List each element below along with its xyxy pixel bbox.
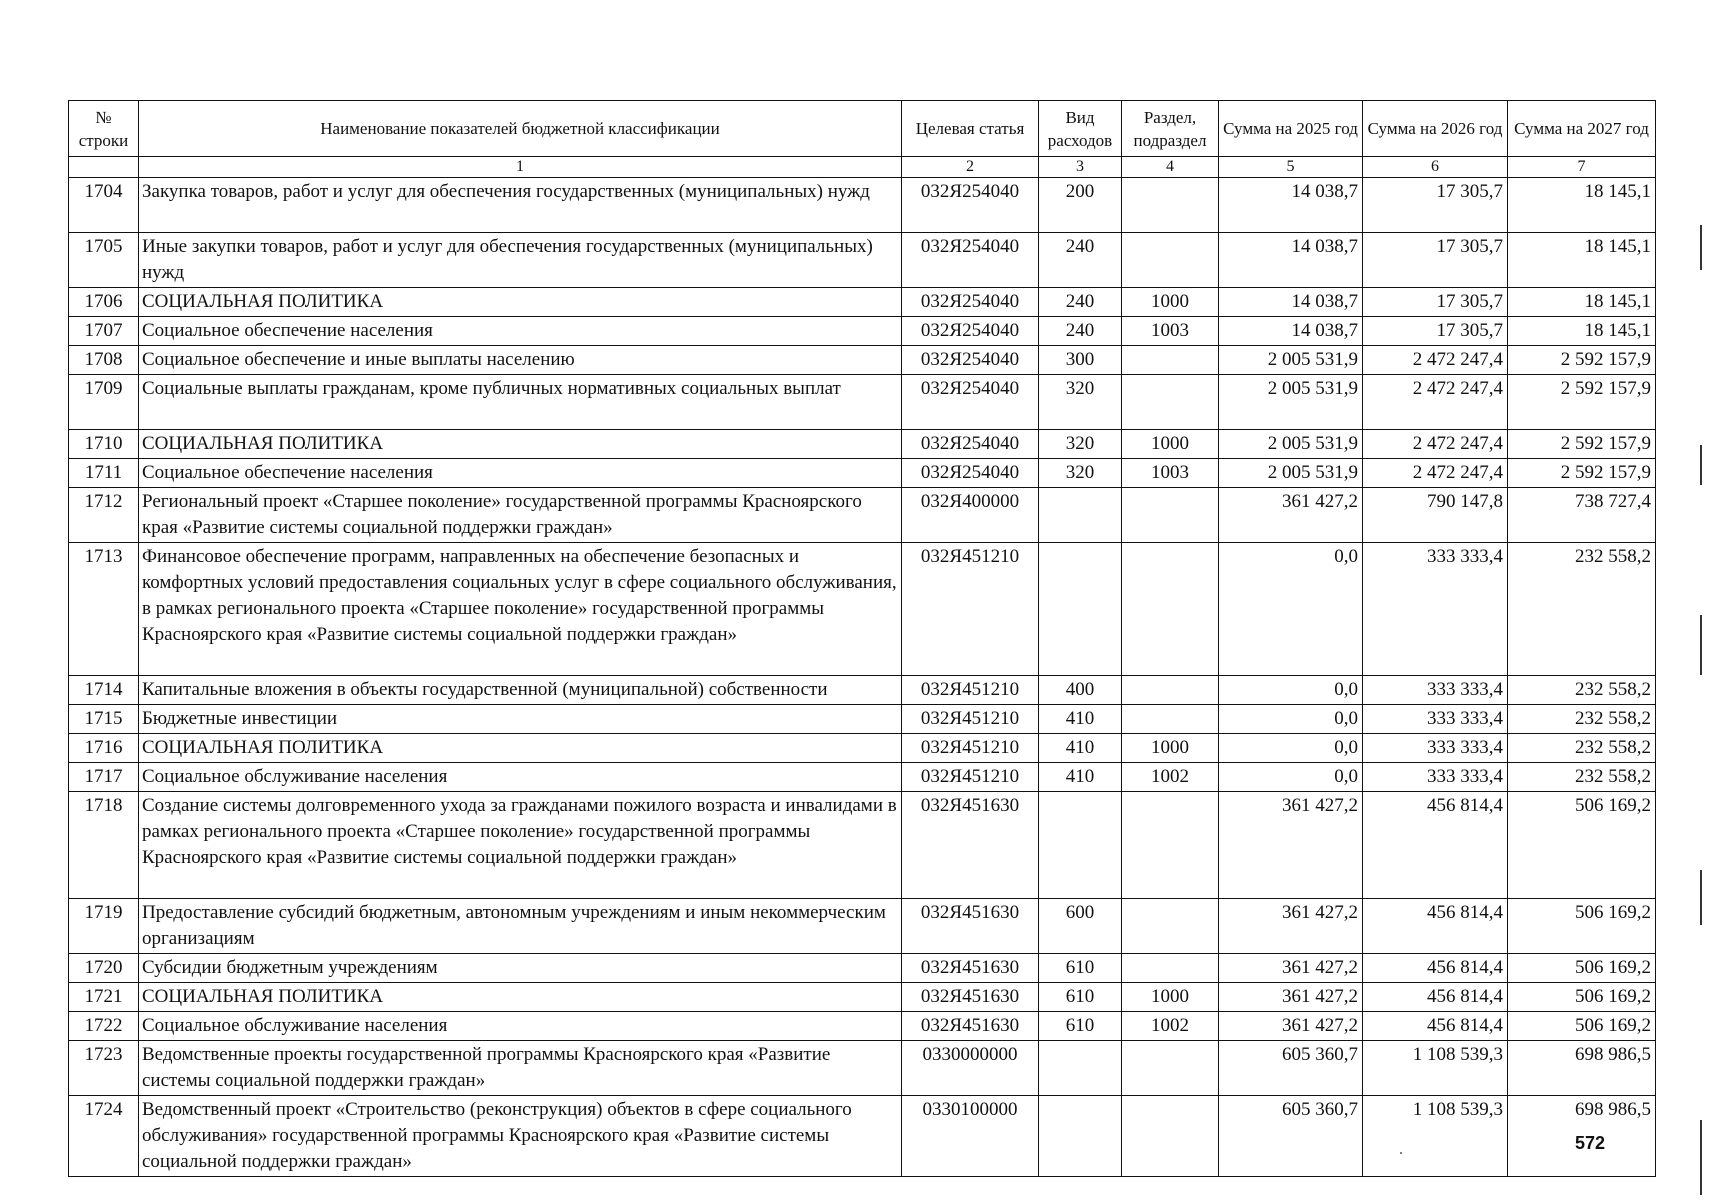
- indicator-name-cell: Создание системы долговременного ухода за гражданами пожилого возраста и инвалидами в рамках регионального проекта «Старшее поколение» государственной программы Красноярского края «Развитие системы социальной поддержки граждан»: [139, 792, 902, 899]
- target-article-cell: 032Я451630: [902, 792, 1039, 899]
- row-number-cell: 1717: [69, 763, 139, 792]
- header-sum-2027: Сумма на 2027 год: [1508, 101, 1656, 157]
- table-row: [69, 676, 1656, 705]
- indicator-name-cell: Социальные выплаты гражданам, кроме публичных нормативных социальных выплат: [139, 375, 902, 430]
- target-article-cell: 0330000000: [902, 1041, 1039, 1096]
- target-article-cell: 032Я254040: [902, 178, 1039, 233]
- section-cell: 1002: [1122, 763, 1219, 792]
- table-row: [69, 1041, 1656, 1096]
- sum-2027-cell: 698 986,5: [1508, 1096, 1656, 1177]
- expense-type-cell: [1039, 792, 1122, 899]
- expense-type-cell: [1039, 488, 1122, 543]
- column-number: 5: [1219, 157, 1363, 178]
- section-cell: [1122, 676, 1219, 705]
- indicator-name-cell: Финансовое обеспечение программ, направленных на обеспечение безопасных и комфортных условий предоставления социальных услуг в сфере социального обслуживания, в рамках регионального проекта «Старшее поколение» государственной программы Красноярского края «Развитие системы социальной поддержки граждан»: [139, 543, 902, 676]
- target-article-cell: 032Я451210: [902, 543, 1039, 676]
- target-article-cell: 032Я451210: [902, 734, 1039, 763]
- section-cell: [1122, 375, 1219, 430]
- sum-2026-cell: 456 814,4: [1363, 1012, 1508, 1041]
- sum-2026-cell: 2 472 247,4: [1363, 346, 1508, 375]
- header-sum-2026: Сумма на 2026 год: [1363, 101, 1508, 157]
- column-number: 6: [1363, 157, 1508, 178]
- column-number: 3: [1039, 157, 1122, 178]
- section-cell: [1122, 1096, 1219, 1177]
- row-number-cell: 1718: [69, 792, 139, 899]
- indicator-name-cell: Региональный проект «Старшее поколение» государственной программы Красноярского края «Развитие системы социальной поддержки граждан»: [139, 488, 902, 543]
- row-number-cell: 1708: [69, 346, 139, 375]
- table-row: [69, 488, 1656, 543]
- table-row: [69, 288, 1656, 317]
- table-row: [69, 178, 1656, 233]
- scan-mark: [1700, 1120, 1702, 1195]
- sum-2026-cell: 1 108 539,3: [1363, 1041, 1508, 1096]
- indicator-name-cell: Социальное обслуживание населения: [139, 1012, 902, 1041]
- indicator-name-cell: Закупка товаров, работ и услуг для обеспечения государственных (муниципальных) нужд: [139, 178, 902, 233]
- target-article-cell: 032Я451630: [902, 954, 1039, 983]
- sum-2025-cell: 2 005 531,9: [1219, 375, 1363, 430]
- expense-type-cell: 240: [1039, 288, 1122, 317]
- row-number-cell: 1706: [69, 288, 139, 317]
- sum-2027-cell: 738 727,4: [1508, 488, 1656, 543]
- target-article-cell: 032Я254040: [902, 233, 1039, 288]
- scan-dot: [1400, 1152, 1402, 1154]
- row-number-cell: 1722: [69, 1012, 139, 1041]
- budget-table: [68, 100, 1656, 1177]
- target-article-cell: 032Я254040: [902, 346, 1039, 375]
- sum-2027-cell: 2 592 157,9: [1508, 346, 1656, 375]
- target-article-cell: 032Я451630: [902, 1012, 1039, 1041]
- sum-2027-cell: 506 169,2: [1508, 792, 1656, 899]
- target-article-cell: 032Я254040: [902, 288, 1039, 317]
- section-cell: 1000: [1122, 430, 1219, 459]
- section-cell: [1122, 705, 1219, 734]
- indicator-name-cell: СОЦИАЛЬНАЯ ПОЛИТИКА: [139, 430, 902, 459]
- sum-2027-cell: 18 145,1: [1508, 233, 1656, 288]
- table-body: [69, 178, 1656, 1177]
- sum-2027-cell: 232 558,2: [1508, 676, 1656, 705]
- sum-2025-cell: 605 360,7: [1219, 1096, 1363, 1177]
- sum-2027-cell: 506 169,2: [1508, 1012, 1656, 1041]
- sum-2027-cell: 232 558,2: [1508, 705, 1656, 734]
- sum-2027-cell: 232 558,2: [1508, 763, 1656, 792]
- expense-type-cell: [1039, 1041, 1122, 1096]
- target-article-cell: 0330100000: [902, 1096, 1039, 1177]
- indicator-name-cell: Иные закупки товаров, работ и услуг для обеспечения государственных (муниципальных) нужд: [139, 233, 902, 288]
- sum-2025-cell: 361 427,2: [1219, 1012, 1363, 1041]
- table-row: [69, 792, 1656, 899]
- sum-2026-cell: 2 472 247,4: [1363, 459, 1508, 488]
- expense-type-cell: 200: [1039, 178, 1122, 233]
- sum-2026-cell: 333 333,4: [1363, 734, 1508, 763]
- sum-2026-cell: 456 814,4: [1363, 899, 1508, 954]
- sum-2026-cell: 2 472 247,4: [1363, 430, 1508, 459]
- row-number-cell: 1711: [69, 459, 139, 488]
- sum-2025-cell: 0,0: [1219, 705, 1363, 734]
- row-number-cell: 1723: [69, 1041, 139, 1096]
- indicator-name-cell: Социальное обслуживание населения: [139, 763, 902, 792]
- target-article-cell: 032Я451630: [902, 899, 1039, 954]
- expense-type-cell: 240: [1039, 317, 1122, 346]
- column-number: 7: [1508, 157, 1656, 178]
- section-cell: 1003: [1122, 459, 1219, 488]
- table-row: [69, 543, 1656, 676]
- row-number-cell: 1710: [69, 430, 139, 459]
- header-section: Раздел, подраздел: [1122, 101, 1219, 157]
- sum-2027-cell: 506 169,2: [1508, 983, 1656, 1012]
- scan-mark: [1700, 445, 1702, 485]
- section-cell: 1000: [1122, 983, 1219, 1012]
- indicator-name-cell: СОЦИАЛЬНАЯ ПОЛИТИКА: [139, 983, 902, 1012]
- sum-2025-cell: 2 005 531,9: [1219, 430, 1363, 459]
- expense-type-cell: 610: [1039, 983, 1122, 1012]
- header-expense-type: Вид расходов: [1039, 101, 1122, 157]
- sum-2026-cell: 456 814,4: [1363, 983, 1508, 1012]
- column-number: [69, 157, 139, 178]
- target-article-cell: 032Я451210: [902, 705, 1039, 734]
- sum-2026-cell: 790 147,8: [1363, 488, 1508, 543]
- expense-type-cell: 240: [1039, 233, 1122, 288]
- row-number-cell: 1720: [69, 954, 139, 983]
- row-number-cell: 1716: [69, 734, 139, 763]
- indicator-name-cell: Капитальные вложения в объекты государственной (муниципальной) собственности: [139, 676, 902, 705]
- sum-2025-cell: 361 427,2: [1219, 899, 1363, 954]
- budget-table-sheet: [68, 100, 1655, 1177]
- sum-2027-cell: 506 169,2: [1508, 899, 1656, 954]
- column-number: 2: [902, 157, 1039, 178]
- section-cell: 1002: [1122, 1012, 1219, 1041]
- sum-2026-cell: 333 333,4: [1363, 705, 1508, 734]
- column-number-row: [69, 157, 1656, 178]
- expense-type-cell: 600: [1039, 899, 1122, 954]
- sum-2025-cell: 0,0: [1219, 763, 1363, 792]
- sum-2025-cell: 605 360,7: [1219, 1041, 1363, 1096]
- sum-2027-cell: 232 558,2: [1508, 543, 1656, 676]
- indicator-name-cell: Ведомственные проекты государственной программы Красноярского края «Развитие системы социальной поддержки граждан»: [139, 1041, 902, 1096]
- target-article-cell: 032Я254040: [902, 317, 1039, 346]
- target-article-cell: 032Я400000: [902, 488, 1039, 543]
- sum-2025-cell: 14 038,7: [1219, 233, 1363, 288]
- expense-type-cell: [1039, 543, 1122, 676]
- page-number: 572: [1575, 1133, 1606, 1153]
- sum-2025-cell: 2 005 531,9: [1219, 346, 1363, 375]
- section-cell: 1000: [1122, 734, 1219, 763]
- section-cell: [1122, 178, 1219, 233]
- section-cell: [1122, 233, 1219, 288]
- table-row: [69, 459, 1656, 488]
- sum-2026-cell: 456 814,4: [1363, 954, 1508, 983]
- target-article-cell: 032Я254040: [902, 375, 1039, 430]
- table-row: [69, 430, 1656, 459]
- table-row: [69, 233, 1656, 288]
- indicator-name-cell: СОЦИАЛЬНАЯ ПОЛИТИКА: [139, 288, 902, 317]
- table-row: [69, 734, 1656, 763]
- header-sum-2025: Сумма на 2025 год: [1219, 101, 1363, 157]
- sum-2026-cell: 2 472 247,4: [1363, 375, 1508, 430]
- row-number-cell: 1704: [69, 178, 139, 233]
- sum-2027-cell: 506 169,2: [1508, 954, 1656, 983]
- target-article-cell: 032Я451210: [902, 763, 1039, 792]
- row-number-cell: 1724: [69, 1096, 139, 1177]
- expense-type-cell: 410: [1039, 734, 1122, 763]
- expense-type-cell: 610: [1039, 1012, 1122, 1041]
- sum-2025-cell: 361 427,2: [1219, 983, 1363, 1012]
- expense-type-cell: 320: [1039, 459, 1122, 488]
- header-target-article: Целевая статья: [902, 101, 1039, 157]
- column-number: 4: [1122, 157, 1219, 178]
- table-row: [69, 346, 1656, 375]
- indicator-name-cell: Бюджетные инвестиции: [139, 705, 902, 734]
- row-number-cell: 1715: [69, 705, 139, 734]
- table-row: [69, 954, 1656, 983]
- table-row: [69, 1096, 1656, 1177]
- header-row-number: № строки: [69, 101, 139, 157]
- table-row: [69, 705, 1656, 734]
- expense-type-cell: 400: [1039, 676, 1122, 705]
- header-name: Наименование показателей бюджетной классификации: [139, 101, 902, 157]
- indicator-name-cell: Ведомственный проект «Строительство (реконструкция) объектов в сфере социального обслуживания» государственной программы Красноярского края «Развитие системы социальной поддержки граждан»: [139, 1096, 902, 1177]
- target-article-cell: 032Я254040: [902, 430, 1039, 459]
- section-cell: [1122, 792, 1219, 899]
- sum-2025-cell: 14 038,7: [1219, 317, 1363, 346]
- table-row: [69, 983, 1656, 1012]
- sum-2026-cell: 1 108 539,3: [1363, 1096, 1508, 1177]
- table-row: [69, 899, 1656, 954]
- sum-2026-cell: 333 333,4: [1363, 676, 1508, 705]
- target-article-cell: 032Я451210: [902, 676, 1039, 705]
- sum-2027-cell: 698 986,5: [1508, 1041, 1656, 1096]
- sum-2026-cell: 17 305,7: [1363, 288, 1508, 317]
- sum-2025-cell: 361 427,2: [1219, 954, 1363, 983]
- scan-mark: [1700, 615, 1702, 675]
- expense-type-cell: 610: [1039, 954, 1122, 983]
- indicator-name-cell: Социальное обеспечение и иные выплаты населению: [139, 346, 902, 375]
- sum-2027-cell: 2 592 157,9: [1508, 430, 1656, 459]
- expense-type-cell: 320: [1039, 430, 1122, 459]
- table-row: [69, 375, 1656, 430]
- table-row: [69, 317, 1656, 346]
- expense-type-cell: 410: [1039, 763, 1122, 792]
- section-cell: 1000: [1122, 288, 1219, 317]
- expense-type-cell: 320: [1039, 375, 1122, 430]
- header-row: [69, 101, 1656, 157]
- row-number-cell: 1721: [69, 983, 139, 1012]
- sum-2026-cell: 17 305,7: [1363, 178, 1508, 233]
- sum-2025-cell: 0,0: [1219, 734, 1363, 763]
- section-cell: [1122, 543, 1219, 676]
- sum-2026-cell: 333 333,4: [1363, 543, 1508, 676]
- sum-2025-cell: 0,0: [1219, 543, 1363, 676]
- sum-2027-cell: 18 145,1: [1508, 178, 1656, 233]
- sum-2025-cell: 2 005 531,9: [1219, 459, 1363, 488]
- sum-2025-cell: 14 038,7: [1219, 288, 1363, 317]
- row-number-cell: 1719: [69, 899, 139, 954]
- sum-2027-cell: 2 592 157,9: [1508, 459, 1656, 488]
- section-cell: [1122, 899, 1219, 954]
- sum-2027-cell: 232 558,2: [1508, 734, 1656, 763]
- indicator-name-cell: СОЦИАЛЬНАЯ ПОЛИТИКА: [139, 734, 902, 763]
- sum-2025-cell: 0,0: [1219, 676, 1363, 705]
- section-cell: [1122, 346, 1219, 375]
- column-number: 1: [139, 157, 902, 178]
- table-row: [69, 1012, 1656, 1041]
- sum-2027-cell: 18 145,1: [1508, 288, 1656, 317]
- row-number-cell: 1713: [69, 543, 139, 676]
- section-cell: [1122, 1041, 1219, 1096]
- indicator-name-cell: Социальное обеспечение населения: [139, 459, 902, 488]
- scan-mark: [1700, 870, 1702, 925]
- indicator-name-cell: Социальное обеспечение населения: [139, 317, 902, 346]
- sum-2026-cell: 17 305,7: [1363, 233, 1508, 288]
- expense-type-cell: [1039, 1096, 1122, 1177]
- target-article-cell: 032Я254040: [902, 459, 1039, 488]
- sum-2026-cell: 333 333,4: [1363, 763, 1508, 792]
- row-number-cell: 1709: [69, 375, 139, 430]
- sum-2025-cell: 361 427,2: [1219, 488, 1363, 543]
- expense-type-cell: 300: [1039, 346, 1122, 375]
- table-row: [69, 763, 1656, 792]
- sum-2026-cell: 17 305,7: [1363, 317, 1508, 346]
- section-cell: 1003: [1122, 317, 1219, 346]
- row-number-cell: 1707: [69, 317, 139, 346]
- indicator-name-cell: Субсидии бюджетным учреждениям: [139, 954, 902, 983]
- sum-2025-cell: 14 038,7: [1219, 178, 1363, 233]
- sum-2027-cell: 18 145,1: [1508, 317, 1656, 346]
- expense-type-cell: 410: [1039, 705, 1122, 734]
- section-cell: [1122, 488, 1219, 543]
- scan-mark: [1700, 225, 1702, 270]
- row-number-cell: 1705: [69, 233, 139, 288]
- sum-2025-cell: 361 427,2: [1219, 792, 1363, 899]
- row-number-cell: 1712: [69, 488, 139, 543]
- row-number-cell: 1714: [69, 676, 139, 705]
- sum-2027-cell: 2 592 157,9: [1508, 375, 1656, 430]
- section-cell: [1122, 954, 1219, 983]
- sum-2026-cell: 456 814,4: [1363, 792, 1508, 899]
- indicator-name-cell: Предоставление субсидий бюджетным, автономным учреждениям и иным некоммерческим организациям: [139, 899, 902, 954]
- target-article-cell: 032Я451630: [902, 983, 1039, 1012]
